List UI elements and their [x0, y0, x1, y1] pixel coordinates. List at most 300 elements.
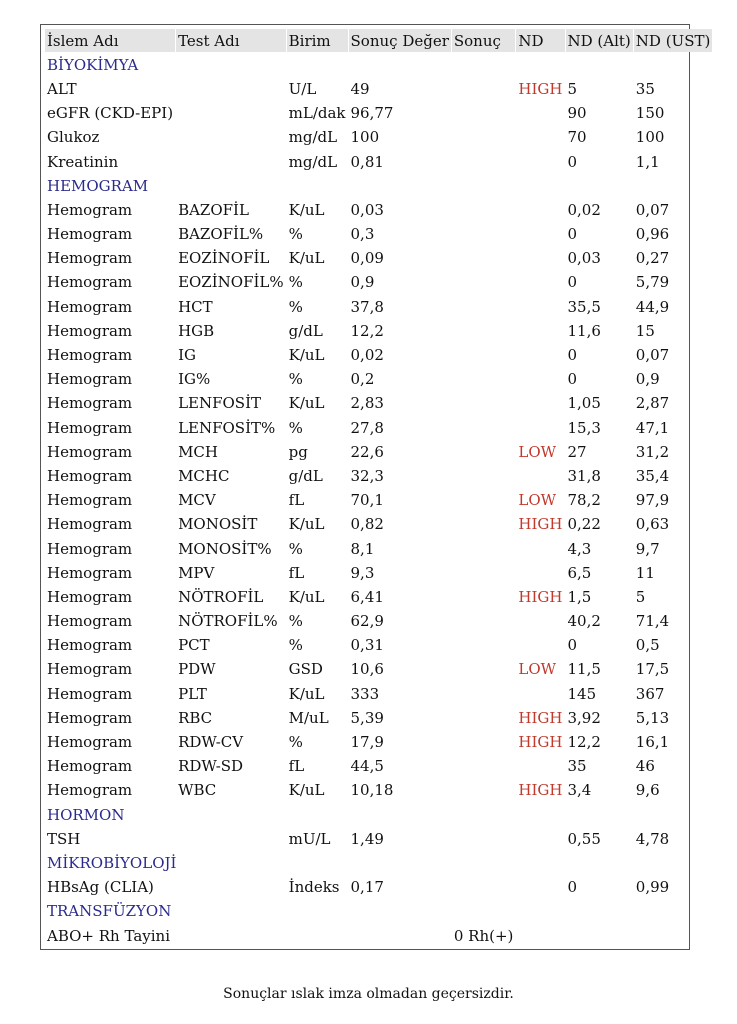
section-title: HORMON: [47, 805, 125, 824]
header-nd-alt: ND (Alt): [566, 29, 633, 52]
cell-nd-ust: 4,78: [635, 829, 670, 848]
cell-nd-ust: 5,13: [635, 708, 670, 727]
cell-islem-adi: Hemogram: [47, 587, 133, 606]
cell-islem-adi: Hemogram: [47, 321, 133, 340]
cell-birim: İndeks: [288, 878, 340, 897]
cell-islem-adi: Hemogram: [47, 273, 133, 292]
cell-sonuc: [452, 150, 516, 173]
cell-test-adi: [176, 876, 286, 899]
cell-nd-alt: 1,5: [567, 587, 592, 606]
cell-sonuc-deger: 2,83: [350, 394, 384, 413]
cell-test-adi: PDW: [178, 660, 216, 679]
cell-nd-alt: [566, 924, 633, 947]
cell-birim: K/uL: [288, 587, 325, 606]
cell-islem-adi: Hemogram: [47, 200, 133, 219]
header-islem-adi: İslem Adı: [45, 29, 175, 52]
cell-nd-flag: [516, 295, 564, 318]
cell-sonuc-deger: 0,03: [350, 200, 384, 219]
table-row: [45, 876, 712, 899]
cell-islem-adi: Hemogram: [47, 225, 133, 244]
cell-nd-alt: 90: [567, 104, 587, 123]
cell-nd-flag: [516, 924, 564, 947]
cell-nd-alt: 0: [567, 370, 578, 389]
cell-nd-flag: HIGH: [518, 708, 563, 727]
section-row: [45, 851, 712, 874]
cell-nd-ust: 97,9: [635, 491, 670, 510]
cell-birim: %: [288, 733, 303, 752]
cell-birim: pg: [288, 442, 308, 461]
table-row: [45, 271, 712, 294]
cell-birim: mU/L: [288, 829, 331, 848]
cell-birim: K/uL: [288, 515, 325, 534]
cell-sonuc: [452, 392, 516, 415]
cell-nd-alt: 0: [567, 225, 578, 244]
cell-sonuc: [452, 368, 516, 391]
cell-nd-ust: 2,87: [635, 394, 670, 413]
table-row: [45, 77, 712, 100]
cell-nd-alt: 0: [567, 636, 578, 655]
cell-birim: U/L: [288, 79, 317, 98]
header-nd-ust: ND (UST): [634, 29, 713, 52]
cell-test-adi: RDW-SD: [178, 757, 244, 776]
cell-nd-ust: 5: [635, 587, 646, 606]
cell-nd-ust: 367: [635, 684, 665, 703]
cell-nd-flag: [516, 392, 564, 415]
cell-birim: K/uL: [288, 200, 325, 219]
table-row: [45, 102, 712, 125]
cell-sonuc: [452, 440, 516, 463]
cell-birim: K/uL: [288, 781, 325, 800]
cell-sonuc: [452, 876, 516, 899]
cell-sonuc-deger: 44,5: [350, 757, 384, 776]
cell-nd-flag: [516, 223, 564, 246]
table-row: [45, 343, 712, 366]
cell-nd-alt: 35,5: [567, 297, 601, 316]
table-row: [45, 924, 712, 947]
cell-nd-flag: [516, 634, 564, 657]
cell-islem-adi: Hemogram: [47, 346, 133, 365]
cell-test-adi: MONOSİT%: [178, 539, 272, 558]
cell-islem-adi: Hemogram: [47, 733, 133, 752]
cell-nd-ust: 5,79: [635, 273, 670, 292]
cell-nd-alt: 35: [567, 757, 587, 776]
cell-islem-adi: TSH: [47, 829, 81, 848]
cell-nd-alt: 0: [567, 878, 578, 897]
table-row: [45, 827, 712, 850]
table-header-row: [45, 29, 712, 52]
cell-sonuc: [452, 102, 516, 125]
cell-test-adi: LENFOSİT: [178, 394, 262, 413]
cell-islem-adi: ABO+ Rh Tayini: [47, 926, 171, 945]
cell-birim: %: [288, 297, 303, 316]
cell-sonuc-deger: 0,2: [350, 370, 375, 389]
cell-nd-ust: 0,5: [635, 636, 660, 655]
cell-nd-alt: 40,2: [567, 612, 601, 631]
cell-sonuc: [452, 295, 516, 318]
cell-nd-flag: [516, 247, 564, 270]
cell-birim: GSD: [288, 660, 323, 679]
cell-nd-flag: [516, 561, 564, 584]
cell-sonuc-deger: 70,1: [350, 491, 384, 510]
table-row: [45, 416, 712, 439]
cell-nd-flag: [516, 755, 564, 778]
table-row: [45, 247, 712, 270]
cell-nd-ust: 35,4: [635, 466, 670, 485]
cell-nd-flag: [516, 537, 564, 560]
cell-nd-ust: 100: [635, 128, 665, 147]
cell-sonuc: [452, 343, 516, 366]
cell-sonuc: [452, 126, 516, 149]
cell-islem-adi: Hemogram: [47, 660, 133, 679]
cell-islem-adi: eGFR (CKD-EPI): [47, 104, 174, 123]
cell-nd-alt: 0: [567, 273, 578, 292]
cell-birim: %: [288, 225, 303, 244]
cell-sonuc-deger: 0,9: [350, 273, 375, 292]
section-title: TRANSFÜZYON: [47, 902, 172, 921]
cell-nd-ust: 0,9: [635, 370, 660, 389]
cell-sonuc: [452, 706, 516, 729]
cell-nd-alt: 3,4: [567, 781, 592, 800]
cell-nd-flag: [516, 682, 564, 705]
cell-nd-ust: 0,99: [635, 878, 670, 897]
cell-nd-ust: 0,96: [635, 225, 670, 244]
cell-nd-alt: 0: [567, 346, 578, 365]
header-birim: Birim: [287, 29, 348, 52]
cell-nd-ust: 0,07: [635, 200, 670, 219]
cell-sonuc-deger: 37,8: [350, 297, 384, 316]
cell-islem-adi: Hemogram: [47, 684, 133, 703]
cell-birim: %: [288, 539, 303, 558]
cell-nd-flag: LOW: [518, 442, 557, 461]
cell-sonuc: [452, 682, 516, 705]
table-row: [45, 779, 712, 802]
section-title: BİYOKİMYA: [47, 55, 139, 74]
cell-sonuc: [452, 827, 516, 850]
cell-nd-alt: 78,2: [567, 491, 601, 510]
table-row: [45, 561, 712, 584]
section-row: [45, 53, 712, 76]
cell-sonuc-deger: 10,6: [350, 660, 384, 679]
cell-birim: g/dL: [288, 466, 323, 485]
table-row: [45, 440, 712, 463]
cell-test-adi: MCV: [178, 491, 216, 510]
cell-nd-flag: [516, 343, 564, 366]
cell-nd-alt: 12,2: [567, 733, 601, 752]
cell-test-adi: EOZİNOFİL: [178, 249, 270, 268]
table-row: [45, 150, 712, 173]
cell-nd-alt: 0,22: [567, 515, 601, 534]
footer-note: Sonuçlar ıslak imza olmadan geçersizdir.: [223, 986, 514, 1002]
cell-nd-alt: 11,6: [567, 321, 601, 340]
cell-nd-alt: 6,5: [567, 563, 592, 582]
cell-nd-ust: 15: [635, 321, 655, 340]
cell-sonuc-deger: 6,41: [350, 587, 384, 606]
cell-nd-flag: HIGH: [518, 733, 563, 752]
cell-islem-adi: ALT: [47, 79, 77, 98]
cell-nd-flag: [516, 150, 564, 173]
cell-sonuc-deger: 5,39: [350, 708, 384, 727]
cell-nd-ust: 150: [635, 104, 665, 123]
cell-test-adi: HCT: [178, 297, 213, 316]
table-row: [45, 198, 712, 221]
cell-sonuc: [452, 247, 516, 270]
cell-nd-alt: 4,3: [567, 539, 592, 558]
table-row: [45, 658, 712, 681]
cell-nd-alt: 1,05: [567, 394, 601, 413]
table-row: [45, 295, 712, 318]
cell-islem-adi: Hemogram: [47, 757, 133, 776]
cell-sonuc-deger: 62,9: [350, 612, 384, 631]
cell-sonuc: [452, 513, 516, 536]
section-title: HEMOGRAM: [47, 176, 149, 195]
cell-birim: M/uL: [288, 708, 329, 727]
cell-nd-flag: [516, 827, 564, 850]
cell-nd-ust: 16,1: [635, 733, 670, 752]
cell-nd-alt: 3,92: [567, 708, 601, 727]
cell-birim: mg/dL: [288, 128, 338, 147]
cell-nd-alt: 11,5: [567, 660, 601, 679]
cell-sonuc: [452, 561, 516, 584]
table-row: [45, 537, 712, 560]
table-row: [45, 368, 712, 391]
cell-islem-adi: Hemogram: [47, 612, 133, 631]
cell-sonuc-deger: 17,9: [350, 733, 384, 752]
cell-test-adi: PLT: [178, 684, 207, 703]
cell-sonuc-deger: 22,6: [350, 442, 384, 461]
cell-sonuc-deger: 10,18: [350, 781, 394, 800]
cell-birim: %: [288, 636, 303, 655]
cell-islem-adi: Hemogram: [47, 781, 133, 800]
cell-nd-flag: [516, 198, 564, 221]
cell-nd-flag: HIGH: [518, 781, 563, 800]
cell-test-adi: IG%: [178, 370, 211, 389]
cell-nd-flag: [516, 368, 564, 391]
results-frame: [40, 24, 711, 950]
cell-test-adi: BAZOFİL%: [178, 225, 264, 244]
cell-nd-flag: [516, 102, 564, 125]
section-row: [45, 803, 712, 826]
cell-sonuc-deger: 96,77: [350, 104, 394, 123]
cell-nd-ust: 35: [635, 79, 655, 98]
cell-birim: %: [288, 273, 303, 292]
cell-islem-adi: Hemogram: [47, 442, 133, 461]
cell-islem-adi: Hemogram: [47, 249, 133, 268]
cell-birim: %: [288, 418, 303, 437]
cell-nd-ust: 0,63: [635, 515, 670, 534]
cell-islem-adi: Glukoz: [47, 128, 100, 147]
cell-sonuc-deger: 9,3: [350, 563, 375, 582]
cell-sonuc-deger: 0,31: [350, 636, 384, 655]
table-row: [45, 634, 712, 657]
section-row: [45, 900, 712, 923]
cell-nd-ust: [634, 924, 713, 947]
header-sonuc-deger: Sonuç Değer: [349, 29, 451, 52]
header-sonuc: Sonuç: [452, 29, 516, 52]
cell-nd-ust: 0,07: [635, 346, 670, 365]
cell-birim: mL/dak: [288, 104, 346, 123]
cell-nd-alt: 0,55: [567, 829, 601, 848]
cell-nd-flag: [516, 610, 564, 633]
cell-nd-ust: 44,9: [635, 297, 670, 316]
cell-islem-adi: Hemogram: [47, 708, 133, 727]
cell-nd-ust: 9,7: [635, 539, 660, 558]
cell-test-adi: EOZİNOFİL%: [178, 273, 284, 292]
cell-sonuc: [452, 755, 516, 778]
cell-nd-alt: 70: [567, 128, 587, 147]
cell-test-adi: [176, 924, 286, 947]
table-row: [45, 730, 712, 753]
lab-results-table: [44, 28, 713, 948]
cell-islem-adi: Hemogram: [47, 539, 133, 558]
section-row: [45, 174, 712, 197]
table-row: [45, 319, 712, 342]
cell-sonuc-deger: 0,81: [350, 152, 384, 171]
cell-test-adi: [176, 126, 286, 149]
cell-nd-ust: 11: [635, 563, 655, 582]
cell-birim: mg/dL: [288, 152, 338, 171]
cell-nd-alt: 31,8: [567, 466, 601, 485]
cell-sonuc-deger: [349, 924, 451, 947]
cell-nd-alt: 27: [567, 442, 587, 461]
cell-test-adi: WBC: [178, 781, 217, 800]
cell-sonuc: [452, 610, 516, 633]
header-test-adi: Test Adı: [176, 29, 286, 52]
cell-islem-adi: Hemogram: [47, 636, 133, 655]
cell-islem-adi: Hemogram: [47, 297, 133, 316]
cell-nd-flag: LOW: [518, 491, 557, 510]
cell-birim: [287, 924, 348, 947]
header-nd: ND: [516, 29, 564, 52]
table-row: [45, 610, 712, 633]
cell-nd-alt: 0: [567, 152, 578, 171]
cell-islem-adi: Kreatinin: [47, 152, 119, 171]
cell-birim: K/uL: [288, 394, 325, 413]
table-row: [45, 682, 712, 705]
cell-nd-alt: 0,02: [567, 200, 601, 219]
cell-sonuc-deger: 49: [350, 79, 370, 98]
cell-sonuc: [452, 537, 516, 560]
cell-sonuc: [452, 489, 516, 512]
cell-islem-adi: Hemogram: [47, 466, 133, 485]
cell-sonuc: [452, 464, 516, 487]
cell-nd-flag: [516, 464, 564, 487]
cell-sonuc-deger: 333: [350, 684, 380, 703]
cell-sonuc-deger: 27,8: [350, 418, 384, 437]
table-row: [45, 392, 712, 415]
cell-nd-flag: HIGH: [518, 515, 563, 534]
cell-nd-ust: 71,4: [635, 612, 670, 631]
cell-islem-adi: Hemogram: [47, 491, 133, 510]
cell-test-adi: MCHC: [178, 466, 230, 485]
cell-test-adi: [176, 150, 286, 173]
cell-birim: fL: [288, 491, 305, 510]
cell-sonuc: [452, 77, 516, 100]
table-row: [45, 585, 712, 608]
cell-sonuc: 0 Rh(+): [453, 926, 514, 945]
cell-nd-ust: 46: [635, 757, 655, 776]
cell-birim: K/uL: [288, 684, 325, 703]
cell-test-adi: MPV: [178, 563, 215, 582]
cell-nd-flag: [516, 876, 564, 899]
cell-sonuc-deger: 12,2: [350, 321, 384, 340]
cell-test-adi: RBC: [178, 708, 213, 727]
cell-nd-flag: HIGH: [518, 587, 563, 606]
cell-test-adi: MONOSİT: [178, 515, 258, 534]
cell-test-adi: [176, 102, 286, 125]
cell-nd-ust: 1,1: [635, 152, 660, 171]
table-row: [45, 513, 712, 536]
cell-nd-ust: 17,5: [635, 660, 670, 679]
cell-sonuc: [452, 585, 516, 608]
cell-test-adi: [176, 827, 286, 850]
cell-sonuc: [452, 416, 516, 439]
table-row: [45, 223, 712, 246]
cell-birim: K/uL: [288, 249, 325, 268]
cell-test-adi: NÖTROFİL: [178, 587, 264, 606]
cell-sonuc-deger: 0,82: [350, 515, 384, 534]
cell-nd-flag: [516, 319, 564, 342]
cell-nd-ust: 9,6: [635, 781, 660, 800]
cell-nd-ust: 47,1: [635, 418, 670, 437]
cell-nd-flag: [516, 126, 564, 149]
table-body: [45, 53, 712, 947]
cell-test-adi: [176, 77, 286, 100]
cell-test-adi: LENFOSİT%: [178, 418, 276, 437]
cell-nd-alt: 5: [567, 79, 578, 98]
cell-sonuc: [452, 198, 516, 221]
cell-test-adi: NÖTROFİL%: [178, 612, 278, 631]
cell-islem-adi: HBsAg (CLIA): [47, 878, 154, 897]
cell-nd-ust: 0,27: [635, 249, 670, 268]
cell-sonuc-deger: 0,02: [350, 346, 384, 365]
cell-nd-alt: 145: [567, 684, 597, 703]
cell-sonuc: [452, 271, 516, 294]
cell-sonuc-deger: 0,09: [350, 249, 384, 268]
cell-sonuc: [452, 223, 516, 246]
cell-birim: fL: [288, 563, 305, 582]
cell-sonuc: [452, 658, 516, 681]
table-row: [45, 706, 712, 729]
cell-birim: K/uL: [288, 346, 325, 365]
cell-nd-flag: [516, 271, 564, 294]
table-row: [45, 464, 712, 487]
cell-test-adi: MCH: [178, 442, 218, 461]
cell-islem-adi: Hemogram: [47, 515, 133, 534]
cell-birim: %: [288, 370, 303, 389]
cell-sonuc: [452, 634, 516, 657]
cell-nd-alt: 15,3: [567, 418, 601, 437]
table-row: [45, 126, 712, 149]
cell-sonuc-deger: 1,49: [350, 829, 384, 848]
cell-nd-ust: 31,2: [635, 442, 670, 461]
cell-sonuc-deger: 100: [350, 128, 380, 147]
section-title: MİKROBİYOLOJİ: [47, 853, 177, 872]
cell-islem-adi: Hemogram: [47, 370, 133, 389]
cell-birim: %: [288, 612, 303, 631]
cell-nd-alt: 0,03: [567, 249, 601, 268]
cell-test-adi: BAZOFİL: [178, 200, 249, 219]
cell-sonuc: [452, 779, 516, 802]
cell-islem-adi: Hemogram: [47, 418, 133, 437]
table-row: [45, 489, 712, 512]
table-row: [45, 755, 712, 778]
cell-sonuc-deger: 0,3: [350, 225, 375, 244]
cell-birim: g/dL: [288, 321, 323, 340]
cell-sonuc-deger: 8,1: [350, 539, 375, 558]
cell-islem-adi: Hemogram: [47, 563, 133, 582]
cell-islem-adi: Hemogram: [47, 394, 133, 413]
cell-test-adi: IG: [178, 346, 196, 365]
